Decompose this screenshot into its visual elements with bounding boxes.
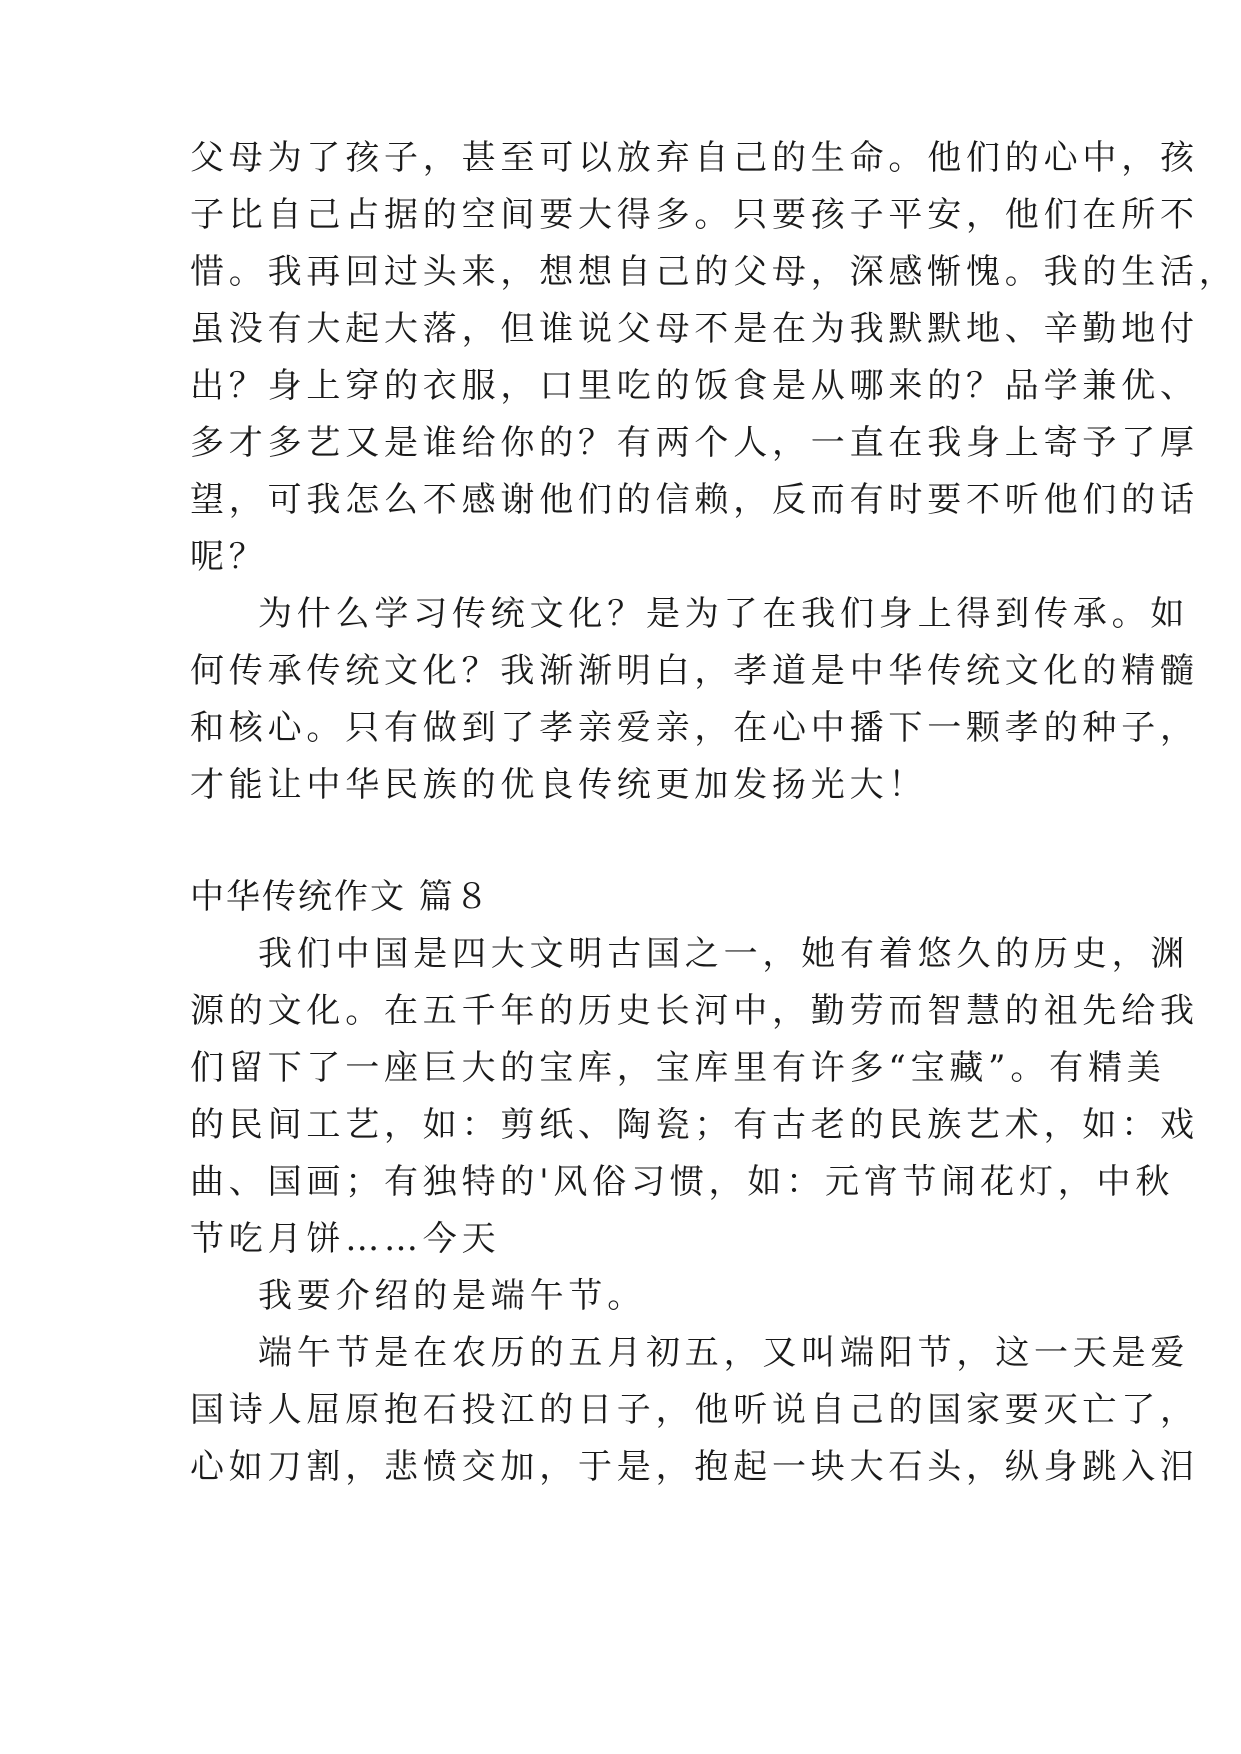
paragraph-start: 我们中国是四大文明古国之一，她有着悠久的历史，渊 — [258, 934, 1190, 974]
text-line: 望，可我怎么不感谢他们的信赖，反而有时要不听他们的话 — [190, 480, 1199, 520]
text-line: 父母为了孩子，甚至可以放弃自己的生命。他们的心中，孩 — [190, 138, 1199, 178]
text-line: 呢？ — [190, 537, 268, 577]
text-line: 多才多艺又是谁给你的？有两个人，一直在我身上寄予了厚 — [190, 423, 1199, 463]
text-line: 子比自己占据的空间要大得多。只要孩子平安，他们在所不 — [190, 195, 1199, 235]
text-line: 国诗人屈原抱石投江的日子，他听说自己的国家要灭亡了， — [190, 1390, 1199, 1430]
text-line: 何传承传统文化？我渐渐明白，孝道是中华传统文化的精髓 — [190, 651, 1199, 691]
text-line: 们留下了一座巨大的宝库，宝库里有许多“宝藏”。有精美 — [190, 1048, 1166, 1088]
text-line: 虽没有大起大落，但谁说父母不是在为我默默地、辛勤地付 — [190, 309, 1199, 349]
paragraph-start: 我要介绍的是端午节。 — [258, 1276, 646, 1316]
text-line: 惜。我再回过头来，想想自己的父母，深感惭愧。我的生活， — [190, 252, 1238, 292]
paragraph-start: 为什么学习传统文化？是为了在我们身上得到传承。如 — [258, 594, 1190, 634]
text-line: 和核心。只有做到了孝亲爱亲，在心中播下一颗孝的种子， — [190, 708, 1199, 748]
text-line: 才能让中华民族的优良传统更加发扬光大！ — [190, 765, 928, 805]
section-heading: 中华传统作文 篇８ — [190, 877, 491, 917]
paragraph-start: 端午节是在农历的五月初五，又叫端阳节，这一天是爱 — [258, 1333, 1190, 1373]
text-line: 源的文化。在五千年的历史长河中，勤劳而智慧的祖先给我 — [190, 991, 1199, 1031]
text-line: 节吃月饼……今天 — [190, 1219, 501, 1259]
text-line: 的民间工艺，如：剪纸、陶瓷；有古老的民族艺术，如：戏 — [190, 1105, 1199, 1145]
text-line: 出？身上穿的衣服，口里吃的饭食是从哪来的？品学兼优、 — [190, 366, 1199, 406]
text-line: 曲、国画；有独特的'风俗习惯，如：元宵节闹花灯，中秋 — [190, 1162, 1175, 1202]
text-line: 心如刀割，悲愤交加，于是，抱起一块大石头，纵身跳入汨 — [190, 1447, 1199, 1487]
